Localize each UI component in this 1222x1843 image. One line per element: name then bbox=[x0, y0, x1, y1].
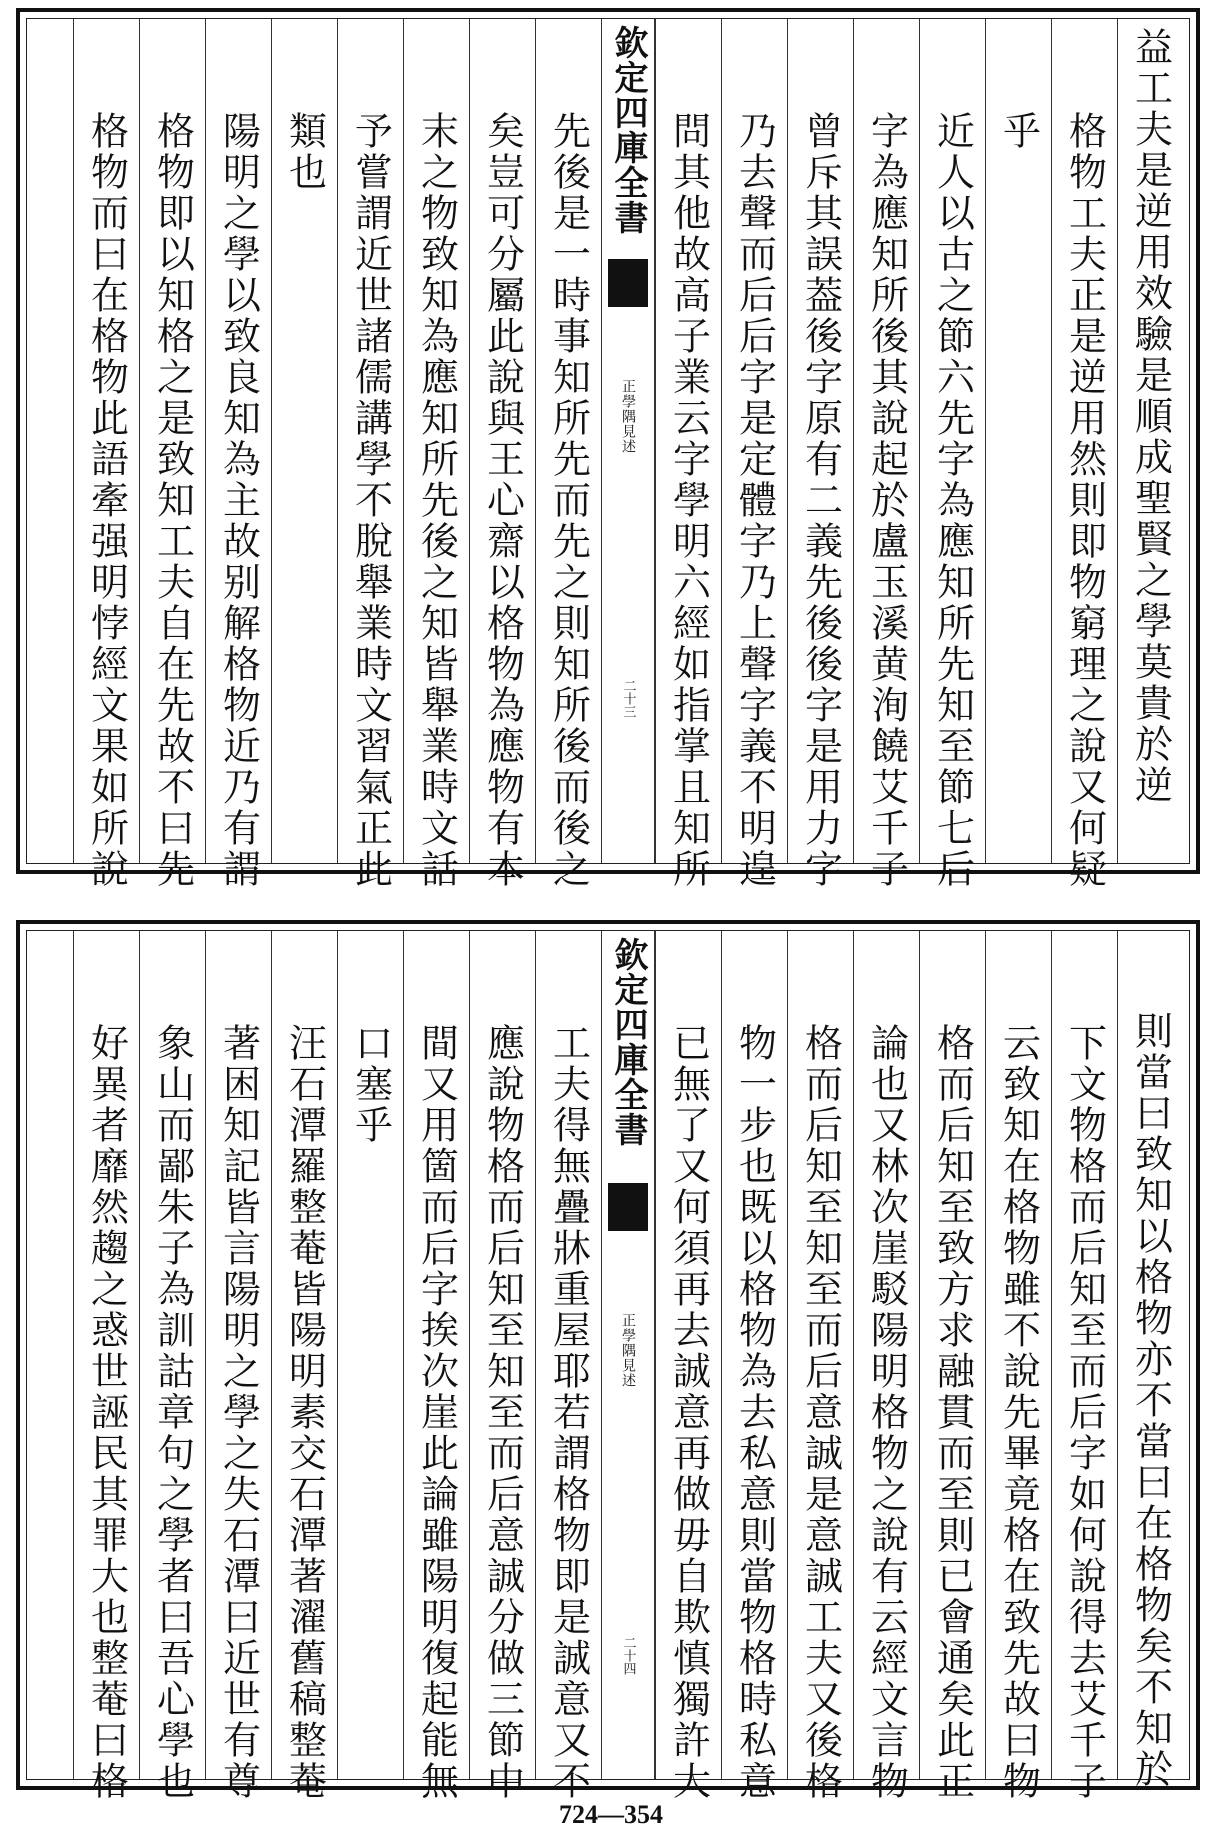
column-text: 矣豈可分屬此說與王心齋以格物為應物有本 bbox=[480, 111, 525, 890]
book-page-1 bbox=[16, 8, 1200, 890]
column-text: 已無了又何須再去誠意再做毋自欺慎獨許大 bbox=[666, 1023, 711, 1802]
text-column bbox=[271, 931, 337, 1802]
text-column bbox=[535, 19, 601, 890]
column-text: 陽明之學以致良知為主故别解格物近乃有謂 bbox=[216, 111, 261, 890]
fish-tail-mark bbox=[608, 259, 648, 307]
text-column bbox=[337, 931, 403, 1779]
column-text: 先後是一時事知所先而先之則知所後而後之 bbox=[546, 111, 591, 890]
text-column bbox=[337, 19, 403, 890]
column-text: 格物而曰在格物此語牽强明悖經文果如所說 bbox=[84, 111, 129, 890]
column-text: 末之物致知為應知所先後之知皆舉業時文話 bbox=[414, 111, 459, 890]
column-text: 好異者靡然趨之惑世誣民其罪大也整菴曰格 bbox=[84, 1023, 129, 1802]
page-frame bbox=[26, 930, 1190, 1802]
column-text: 口塞乎 bbox=[348, 1023, 393, 1146]
column-text: 格物工夫正是逆用然則即物窮理之說又何疑 bbox=[1062, 111, 1107, 890]
text-column bbox=[721, 931, 787, 1802]
column-text: 格物即以知格之是致知工夫自在先故不曰先 bbox=[150, 111, 195, 890]
column-text: 著困知記皆言陽明之學之失石潭曰近世有尊 bbox=[216, 1023, 261, 1802]
text-column bbox=[985, 931, 1051, 1802]
text-column bbox=[919, 19, 985, 890]
column-text: 益工夫是逆用效驗是順成聖賢之學莫貴於逆 bbox=[1128, 27, 1173, 806]
text-column bbox=[853, 19, 919, 890]
text-column bbox=[721, 19, 787, 890]
page-number: 二十三 bbox=[620, 679, 636, 718]
column-text: 下文物格而后知至而后字如何說得去艾千子 bbox=[1062, 1023, 1107, 1802]
text-column bbox=[271, 19, 337, 863]
text-column bbox=[73, 19, 139, 890]
page-frame bbox=[26, 18, 1190, 890]
text-column bbox=[403, 931, 469, 1802]
text-column bbox=[1117, 931, 1183, 1790]
text-column bbox=[787, 931, 853, 1802]
column-text: 象山而鄙朱子為訓詁章句之學者曰吾心學也 bbox=[150, 1023, 195, 1802]
column-text: 云致知在格物雖不說先畢竟格在致先故曰物 bbox=[996, 1023, 1041, 1802]
column-text: 應說物格而后知至知至而后意誠分做三節中 bbox=[480, 1023, 525, 1802]
text-column bbox=[1051, 19, 1117, 890]
column-text: 則當曰致知以格物亦不當曰在格物矣不知於 bbox=[1128, 1011, 1173, 1790]
text-column bbox=[1051, 931, 1117, 1802]
text-column bbox=[853, 931, 919, 1802]
text-column bbox=[139, 931, 205, 1802]
column-text: 論也又林次崖駁陽明格物之說有云經文言物 bbox=[864, 1023, 909, 1802]
text-column bbox=[535, 931, 601, 1802]
text-column bbox=[655, 19, 721, 890]
text-column bbox=[655, 931, 721, 1802]
column-text: 類也 bbox=[282, 111, 327, 193]
text-column bbox=[205, 931, 271, 1802]
text-column bbox=[139, 19, 205, 890]
column-text: 乎 bbox=[996, 111, 1041, 152]
text-column bbox=[1117, 19, 1183, 863]
text-column bbox=[919, 931, 985, 1802]
column-text: 曾斥其誤葢後字原有二義先後後字是用力字 bbox=[798, 111, 843, 890]
page-number: 二十四 bbox=[620, 1636, 636, 1675]
book-page-2 bbox=[16, 920, 1200, 1802]
column-text: 問其他故高子業云字學明六經如指掌且知所 bbox=[666, 111, 711, 890]
book-title: 欽定四庫全書 bbox=[608, 937, 648, 1147]
text-column bbox=[787, 19, 853, 890]
column-text: 汪石潭羅整菴皆陽明素交石潭著濯舊稿整菴 bbox=[282, 1023, 327, 1802]
column-text: 乃去聲而后后字是定體字乃上聲字義不明遑 bbox=[732, 111, 777, 890]
book-title: 欽定四庫全書 bbox=[608, 25, 648, 235]
center-spine bbox=[601, 931, 655, 1779]
column-text: 近人以古之節六先字為應知所先知至節七后 bbox=[930, 111, 975, 890]
column-text: 物一步也既以格物為去私意則當物格時私意 bbox=[732, 1023, 777, 1802]
column-text: 予嘗謂近世諸儒講學不脫舉業時文習氣正此 bbox=[348, 111, 393, 890]
column-text: 間又用箇而后字挨次崖此論雖陽明復起能無 bbox=[414, 1023, 459, 1802]
text-column bbox=[469, 19, 535, 890]
text-column bbox=[985, 19, 1051, 863]
source-title: 正學隅見述 bbox=[620, 1313, 636, 1388]
center-spine bbox=[601, 19, 655, 863]
footer-number: 724—354 bbox=[559, 1800, 663, 1829]
text-column bbox=[73, 931, 139, 1802]
fish-tail-mark bbox=[608, 1183, 648, 1231]
text-column bbox=[469, 931, 535, 1802]
column-text: 工夫得無疊牀重屋耶若謂格物即是誠意又不 bbox=[546, 1023, 591, 1802]
text-column bbox=[205, 19, 271, 890]
column-text: 字為應知所後其說起於盧玉溪黄洵饒艾千子 bbox=[864, 111, 909, 890]
source-title: 正學隅見述 bbox=[620, 379, 636, 454]
text-column bbox=[403, 19, 469, 890]
column-text: 格而后知至知至而后意誠是意誠工夫又後格 bbox=[798, 1023, 843, 1802]
column-text: 格而后知至致方求融貫而至則已會通矣此正 bbox=[930, 1023, 975, 1802]
